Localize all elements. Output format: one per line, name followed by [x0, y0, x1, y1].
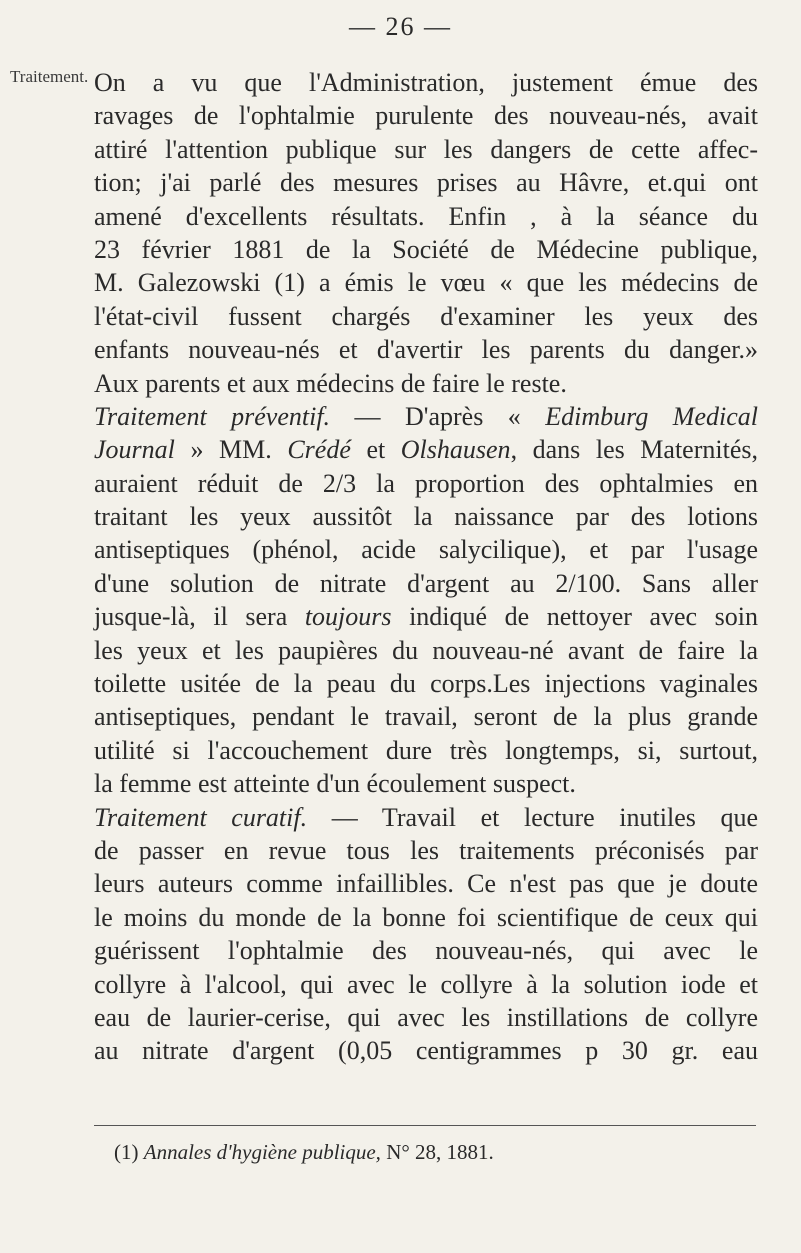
footnote-marker: (1)	[114, 1140, 144, 1164]
page-number: — 26 —	[349, 12, 452, 41]
text-line: Aux parents et aux médecins de faire le reste.	[94, 368, 567, 398]
text-line: toilette usitée de la peau du corps.Les injections vaginales	[94, 669, 758, 699]
text-line: les yeux et les paupières du nouveau-né avant de faire la	[94, 635, 758, 665]
text-line: ravages de l'ophtalmie purulente des nouveau-nés, avait	[94, 101, 758, 131]
text-span: , dans les Maternités,	[510, 435, 758, 465]
text-line: l'état-civil fussent chargés d'examiner les yeux des	[94, 301, 758, 331]
body-text	[94, 66, 758, 1068]
text-line: auraient réduit de 2/3 la proportion des ophtalmies en	[94, 468, 758, 498]
emphasis: toujours	[304, 602, 392, 632]
text-line: le moins du monde de la bonne foi scientifique de ceux qui	[94, 902, 758, 932]
text-line	[94, 433, 758, 466]
journal-title: Edimburg Medical	[545, 401, 758, 431]
text-line: amené d'excellents résultats. Enfin , à la séance du	[94, 201, 758, 231]
text-line: d'une solution de nitrate d'argent au 2/100. Sans aller	[94, 568, 758, 598]
text-line: leurs auteurs comme infaillibles. Ce n'est pas que je doute	[94, 869, 758, 899]
section-heading-preventif: Traitement préventif.	[94, 401, 331, 431]
text-line	[94, 400, 758, 433]
text-span: — Travail et lecture inutiles que	[307, 802, 759, 832]
text-span: — D'après «	[330, 401, 546, 431]
author-name: Olshausen	[400, 435, 511, 465]
text-line: collyre à l'alcool, qui avec le collyre à la solution iode et	[94, 969, 758, 999]
text-span: et	[350, 435, 401, 465]
author-name: Crédé	[287, 435, 351, 465]
footnote-divider	[94, 1125, 756, 1126]
text-line: guérissent l'ophtalmie des nouveau-nés, qui avec le	[94, 936, 758, 966]
footnote-source: Annales d'hygiène publique,	[143, 1140, 381, 1164]
text-span: indiqué de nettoyer avec soin	[391, 602, 758, 632]
text-line: M. Galezowski (1) a émis le vœu « que les médecins de	[94, 268, 758, 298]
footnote-details: N° 28, 1881.	[380, 1140, 494, 1164]
section-heading-curatif: Traitement curatif.	[94, 802, 308, 832]
text-line: de passer en revue tous les traitements préconisés par	[94, 835, 758, 865]
text-line: On a vu que l'Administration, justement émue des	[94, 68, 758, 97]
text-line	[94, 801, 758, 834]
text-line: utilité si l'accouchement dure très longtemps, si, surtout,	[94, 735, 758, 765]
text-line: eau de laurier-cerise, qui avec les instillations de collyre	[94, 1002, 758, 1032]
text-line: attiré l'attention publique sur les dangers de cette affec-	[94, 134, 758, 164]
text-line: antiseptiques (phénol, acide salycilique), et par l'usage	[94, 535, 758, 565]
text-line: 23 février 1881 de la Société de Médecine publique,	[94, 234, 758, 264]
margin-note: Traitement.	[10, 67, 89, 86]
text-line: au nitrate d'argent (0,05 centigrammes p 30 gr. eau	[94, 1036, 758, 1066]
text-line: la femme est atteinte d'un écoulement suspect.	[94, 769, 576, 799]
text-line: enfants nouveau-nés et d'avertir les parents du danger.»	[94, 335, 758, 365]
journal-title-end: Journal	[94, 435, 175, 465]
text-line: tion; j'ai parlé des mesures prises au Hâvre, et.qui ont	[94, 168, 758, 198]
text-line: traitant les yeux aussitôt la naissance par des lotions	[94, 502, 758, 532]
text-span: » MM.	[174, 435, 288, 465]
text-span: jusque-là, il sera	[94, 602, 305, 632]
text-line: antiseptiques, pendant le travail, seront de la plus grande	[94, 702, 758, 732]
text-line	[94, 600, 758, 633]
footnote	[114, 1140, 494, 1165]
